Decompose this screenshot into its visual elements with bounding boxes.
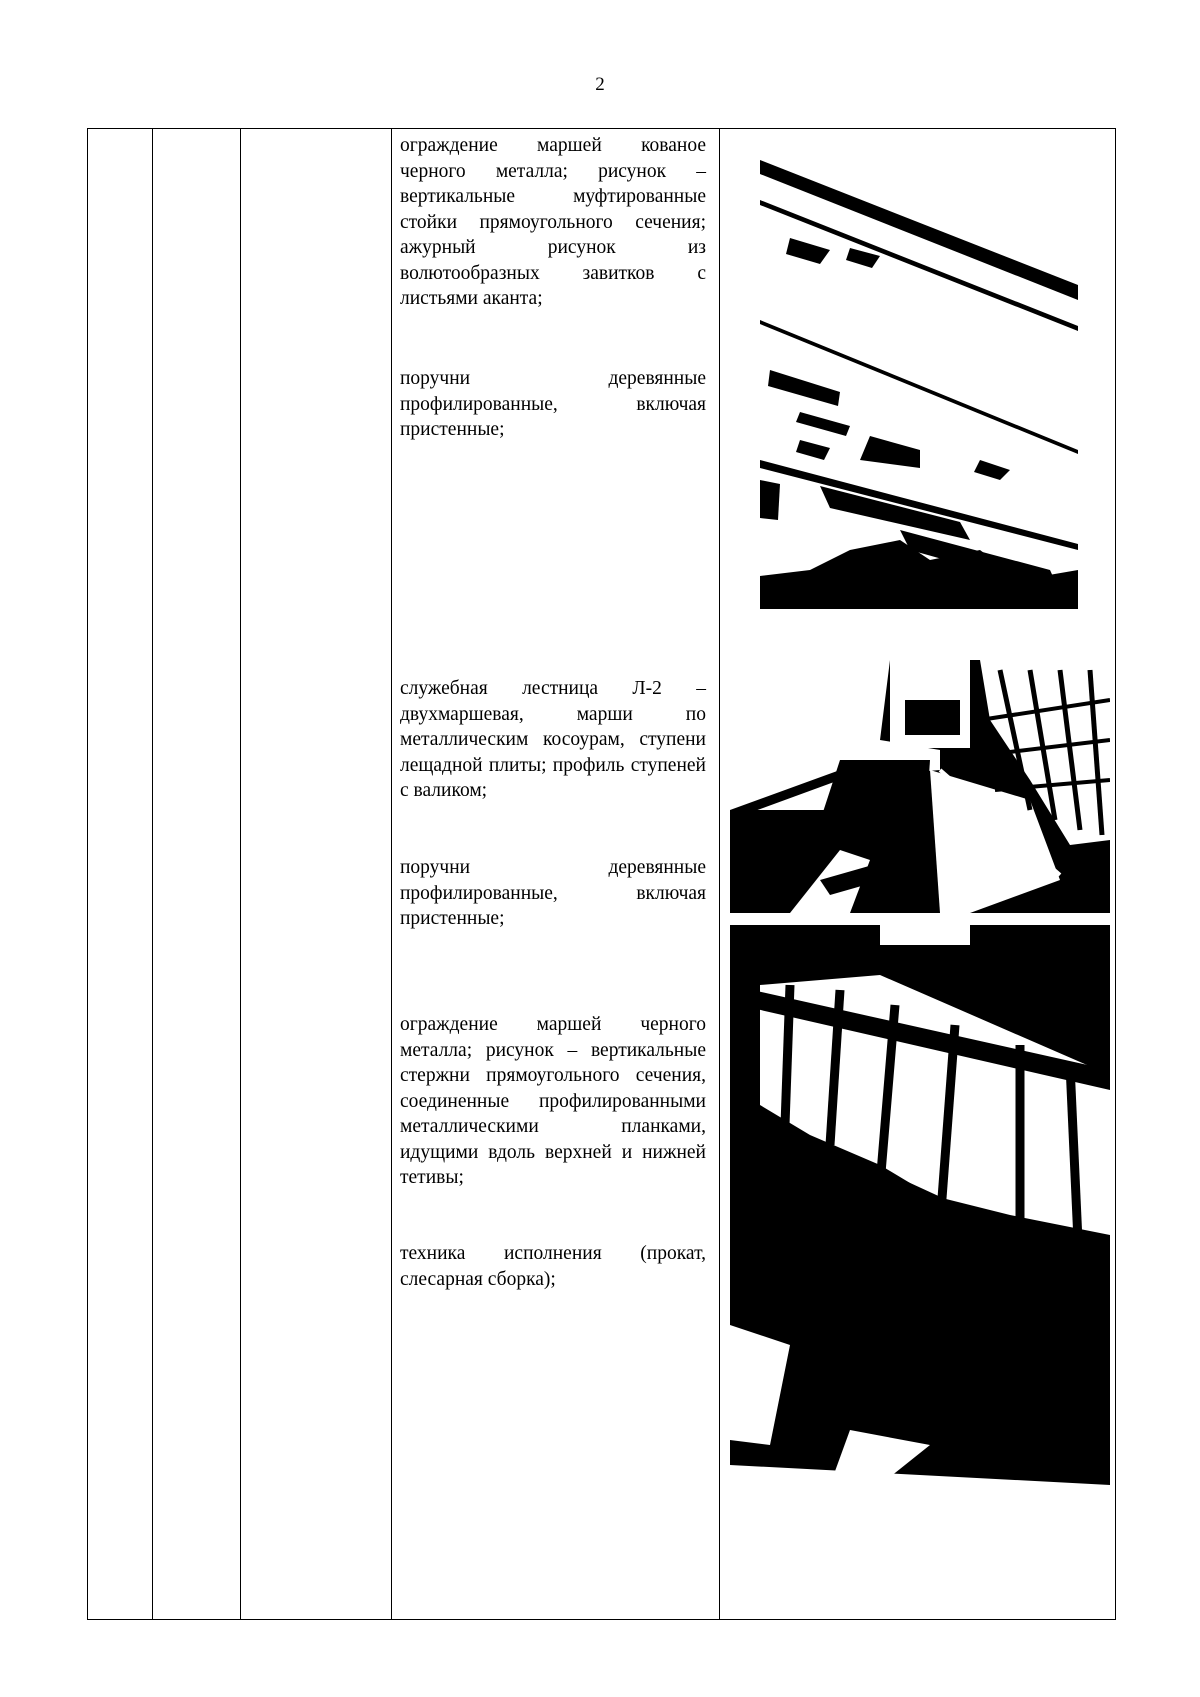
column-divider bbox=[152, 129, 153, 1619]
column-divider bbox=[391, 129, 392, 1619]
column-divider bbox=[719, 129, 720, 1619]
handrail-description: поручни деревянные профилированные, включая пристенные; bbox=[400, 368, 706, 440]
technique-description: техника исполнения (прокат, слесарная сборка); bbox=[400, 1243, 706, 1290]
railing-bars-description: ограждение маршей черного металла; рисунок – вертикальные стержни прямоугольного сечения, соединенные профилированными металлическими планками, идущими вдоль верхней и нижней тетивы; bbox=[400, 1014, 706, 1188]
handrail-description-2: поручни деревянные профилированные, включая пристенные; bbox=[400, 857, 706, 929]
page-number: 2 bbox=[595, 74, 605, 95]
metal-railing-bars-photo bbox=[730, 925, 1110, 1500]
forged-railing-staircase-photo bbox=[760, 130, 1078, 609]
service-staircase-l2-photo bbox=[730, 660, 1110, 913]
railing-description: ограждение маршей кованое черного металла; рисунок – вертикальные муфтированные стойки прямоугольного сечения; ажурный рисунок из волютообразных завитков с листьями аканта; bbox=[400, 135, 706, 309]
column-divider bbox=[240, 129, 241, 1619]
service-stair-description: служебная лестница Л-2 – двухмаршевая, марши по металлическим косоурам, ступени лещадной плиты; профиль ступеней с валиком; bbox=[400, 678, 706, 801]
